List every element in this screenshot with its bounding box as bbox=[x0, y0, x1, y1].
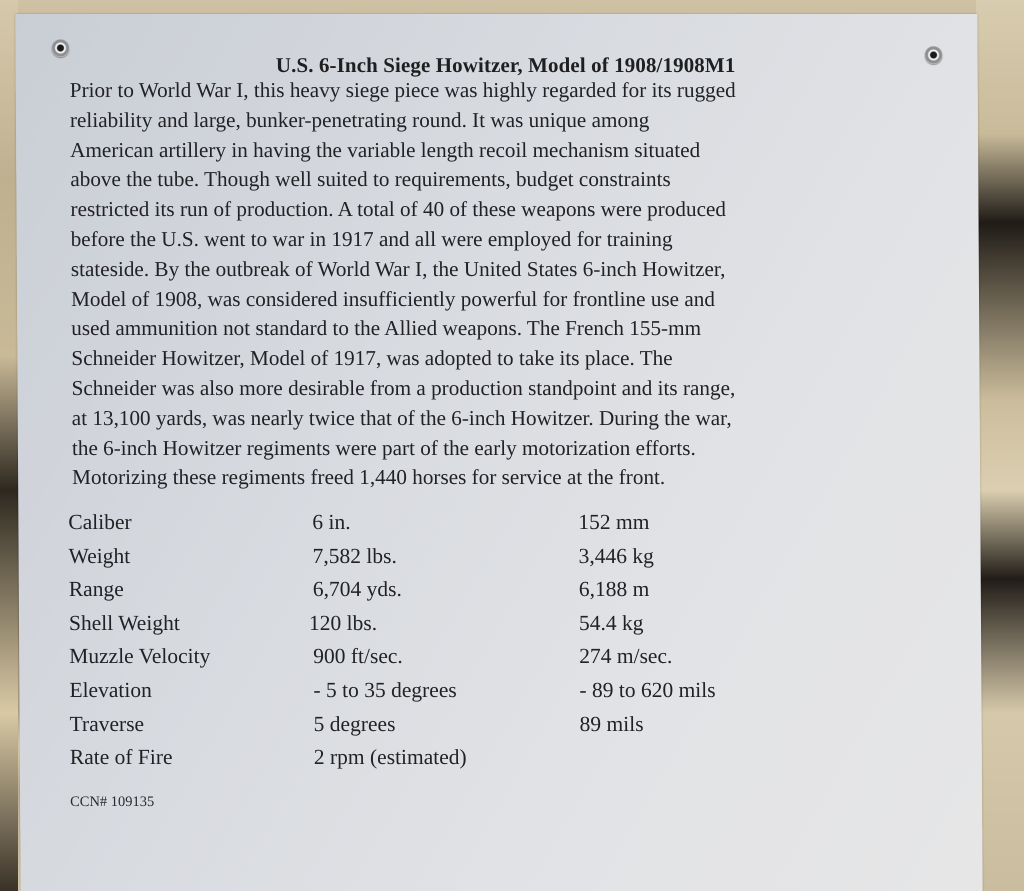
spec-row-muzzle-velocity bbox=[69, 644, 789, 678]
spec-imperial-value: 6 in. bbox=[312, 510, 351, 534]
description-line: stateside. By the outbreak of World War I, the United States 6-inch Howitzer, bbox=[70, 256, 726, 281]
description-line: above the tube. Though well suited to requirements, budget constraints bbox=[70, 167, 671, 192]
background-artillery-wheel-right bbox=[976, 0, 1024, 891]
specifications-table bbox=[68, 510, 790, 779]
spec-imperial-value: 2 rpm (estimated) bbox=[313, 745, 467, 770]
plaque-description bbox=[70, 76, 953, 493]
spec-imperial-value: 7,582 lbs. bbox=[312, 543, 397, 568]
spec-imperial-value: 120 lbs. bbox=[308, 610, 378, 635]
spec-label: Rate of Fire bbox=[69, 745, 173, 770]
description-line: used ammunition not standard to the Allied weapons. The French 155-mm bbox=[71, 316, 702, 341]
description-line: Schneider Howitzer, Model of 1917, was adopted to take its place. The bbox=[71, 346, 673, 371]
spec-imperial-value: - 5 to 35 degrees bbox=[313, 677, 457, 702]
description-line: reliability and large, bunker-penetrating round. It was unique among bbox=[69, 107, 650, 132]
spec-metric-value: 54.4 kg bbox=[578, 610, 644, 635]
spec-imperial-value: 6,704 yds. bbox=[312, 577, 402, 602]
spec-row-rate-of-fire bbox=[70, 745, 790, 779]
spec-row-caliber bbox=[68, 510, 788, 544]
description-line: the 6-inch Howitzer regiments were part of the early motorization efforts. bbox=[71, 435, 696, 460]
spec-imperial-value: 5 degrees bbox=[313, 711, 396, 736]
spec-label: Weight bbox=[68, 543, 131, 568]
spec-label: Caliber bbox=[68, 510, 132, 534]
spec-row-weight bbox=[69, 544, 789, 578]
spec-metric-value: 152 mm bbox=[578, 510, 650, 534]
spec-imperial-value: 900 ft/sec. bbox=[313, 644, 403, 669]
spec-label: Shell Weight bbox=[68, 610, 180, 635]
screw-icon bbox=[924, 46, 942, 64]
spec-metric-value: 6,188 m bbox=[578, 577, 650, 602]
spec-row-shell-weight bbox=[69, 611, 789, 645]
description-line: Schneider was also more desirable from a production standpoint and its range, bbox=[71, 375, 736, 400]
spec-label: Elevation bbox=[69, 677, 152, 702]
plaque-title: U.S. 6-Inch Siege Howitzer, Model of 1908/1908M1 bbox=[275, 53, 736, 77]
spec-row-range bbox=[69, 577, 789, 611]
spec-label: Traverse bbox=[69, 711, 145, 736]
spec-label: Range bbox=[68, 577, 124, 602]
description-line: Prior to World War I, this heavy siege piece was highly regarded for its rugged bbox=[69, 78, 736, 102]
spec-row-traverse bbox=[70, 712, 790, 746]
description-line: restricted its run of production. A total of 40 of these weapons were produced bbox=[70, 197, 727, 222]
spec-metric-value: 89 mils bbox=[579, 711, 644, 736]
spec-metric-value: - 89 to 620 mils bbox=[579, 677, 716, 702]
spec-row-elevation bbox=[69, 678, 789, 712]
information-plaque bbox=[15, 14, 982, 891]
spec-metric-value: 274 m/sec. bbox=[579, 644, 673, 669]
description-line: Motorizing these regiments freed 1,440 horses for service at the front. bbox=[72, 465, 666, 490]
catalog-number: CCN# 109135 bbox=[70, 794, 155, 810]
spec-metric-value: 3,446 kg bbox=[578, 543, 654, 568]
spec-label: Muzzle Velocity bbox=[69, 644, 211, 669]
description-line: before the U.S. went to war in 1917 and all were employed for training bbox=[70, 226, 673, 251]
description-line: American artillery in having the variable length recoil mechanism situated bbox=[70, 137, 701, 162]
screw-icon bbox=[51, 39, 69, 57]
description-line: Model of 1908, was considered insufficiently powerful for frontline use and bbox=[70, 286, 715, 311]
description-line: at 13,100 yards, was nearly twice that of the 6-inch Howitzer. During the war, bbox=[71, 405, 732, 430]
